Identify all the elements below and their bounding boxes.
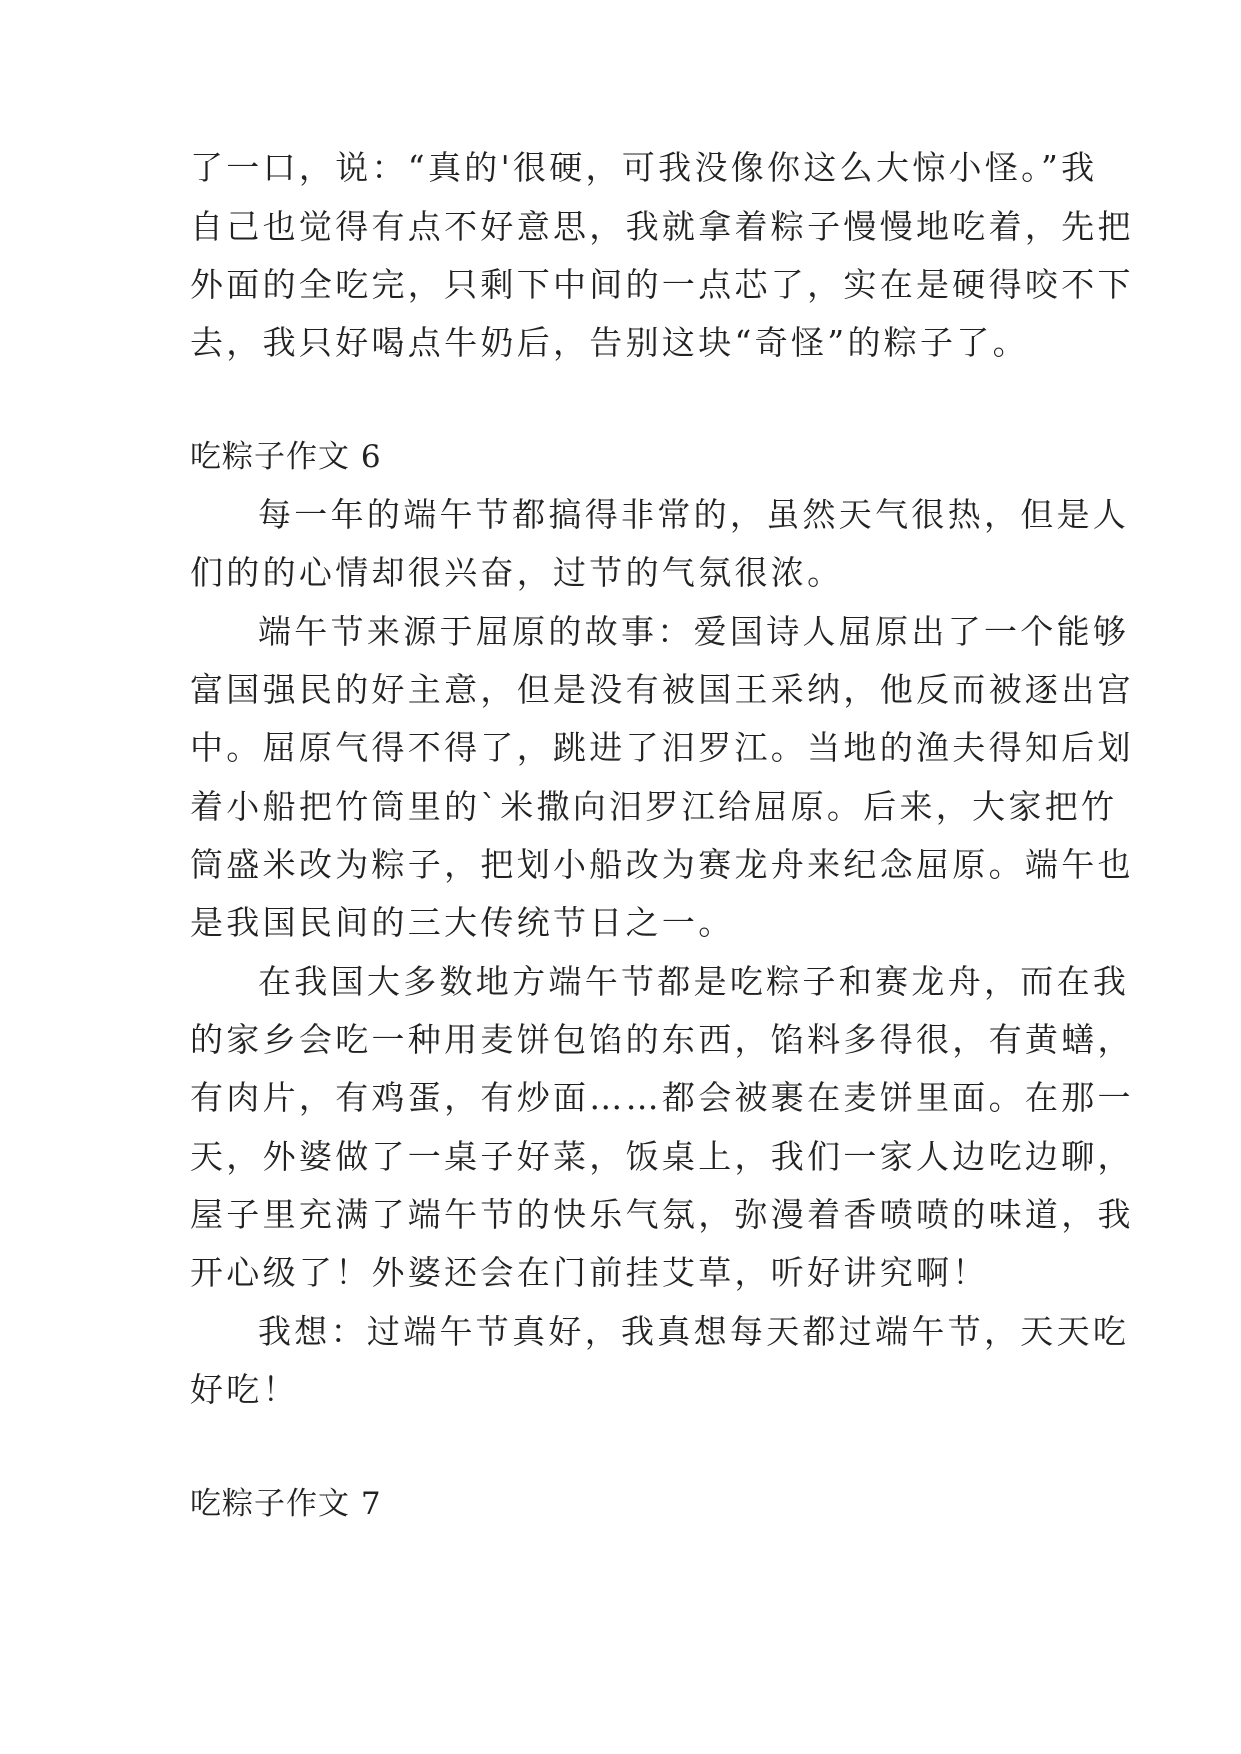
paragraph-first-line: 在我国大多数地方端午节都是吃粽子和赛龙舟，而在我 [258,962,1130,1001]
body-text-line: 有肉片，有鸡蛋，有炒面……都会被裹在麦饼里面。在那一 [190,1078,1134,1117]
body-text-line: 好吃！ [190,1370,299,1409]
section-heading: 吃粽子作文 6 [190,439,382,475]
body-text-line: 了一口，说：“真的'很硬，可我没像你这么大惊小怪。”我 [190,148,1098,187]
body-text-line: 富国强民的好主意，但是没有被国王采纳，他反而被逐出宫 [190,670,1134,709]
body-text-line: 是我国民间的三大传统节日之一。 [190,903,735,942]
section-heading: 吃粽子作文 7 [190,1486,382,1522]
paragraph-first-line: 我想：过端午节真好，我真想每天都过端午节，天天吃 [258,1312,1130,1351]
body-text-line: 去，我只好喝点牛奶后，告别这块“奇怪”的粽子了。 [190,323,1029,362]
body-text-line: 天，外婆做了一桌子好菜，饭桌上，我们一家人边吃边聊， [190,1137,1134,1176]
body-text-line: 屋子里充满了端午节的快乐气氛，弥漫着香喷喷的味道，我 [190,1195,1134,1234]
body-text-line: 外面的全吃完，只剩下中间的一点芯了，实在是硬得咬不下 [190,265,1134,304]
paragraph-first-line: 端午节来源于屈原的故事：爱国诗人屈原出了一个能够 [258,612,1130,651]
body-text-line: 中。屈原气得不得了，跳进了汨罗江。当地的渔夫得知后划 [190,728,1134,767]
body-text-line: 们的的心情却很兴奋，过节的气氛很浓。 [190,553,844,592]
body-text-line: 自己也觉得有点不好意思，我就拿着粽子慢慢地吃着，先把 [190,207,1134,246]
body-text-line: 的家乡会吃一种用麦饼包馅的东西，馅料多得很，有黄蟮， [190,1020,1134,1059]
body-text-line: 着小船把竹筒里的`米撒向汨罗江给屈原。后来，大家把竹 [190,787,1118,826]
body-text-line: 筒盛米改为粽子，把划小船改为赛龙舟来纪念屈原。端午也 [190,845,1134,884]
body-text-line: 开心级了！外婆还会在门前挂艾草，听好讲究啊！ [190,1253,989,1292]
paragraph-first-line: 每一年的端午节都搞得非常的，虽然天气很热，但是人 [258,495,1130,534]
